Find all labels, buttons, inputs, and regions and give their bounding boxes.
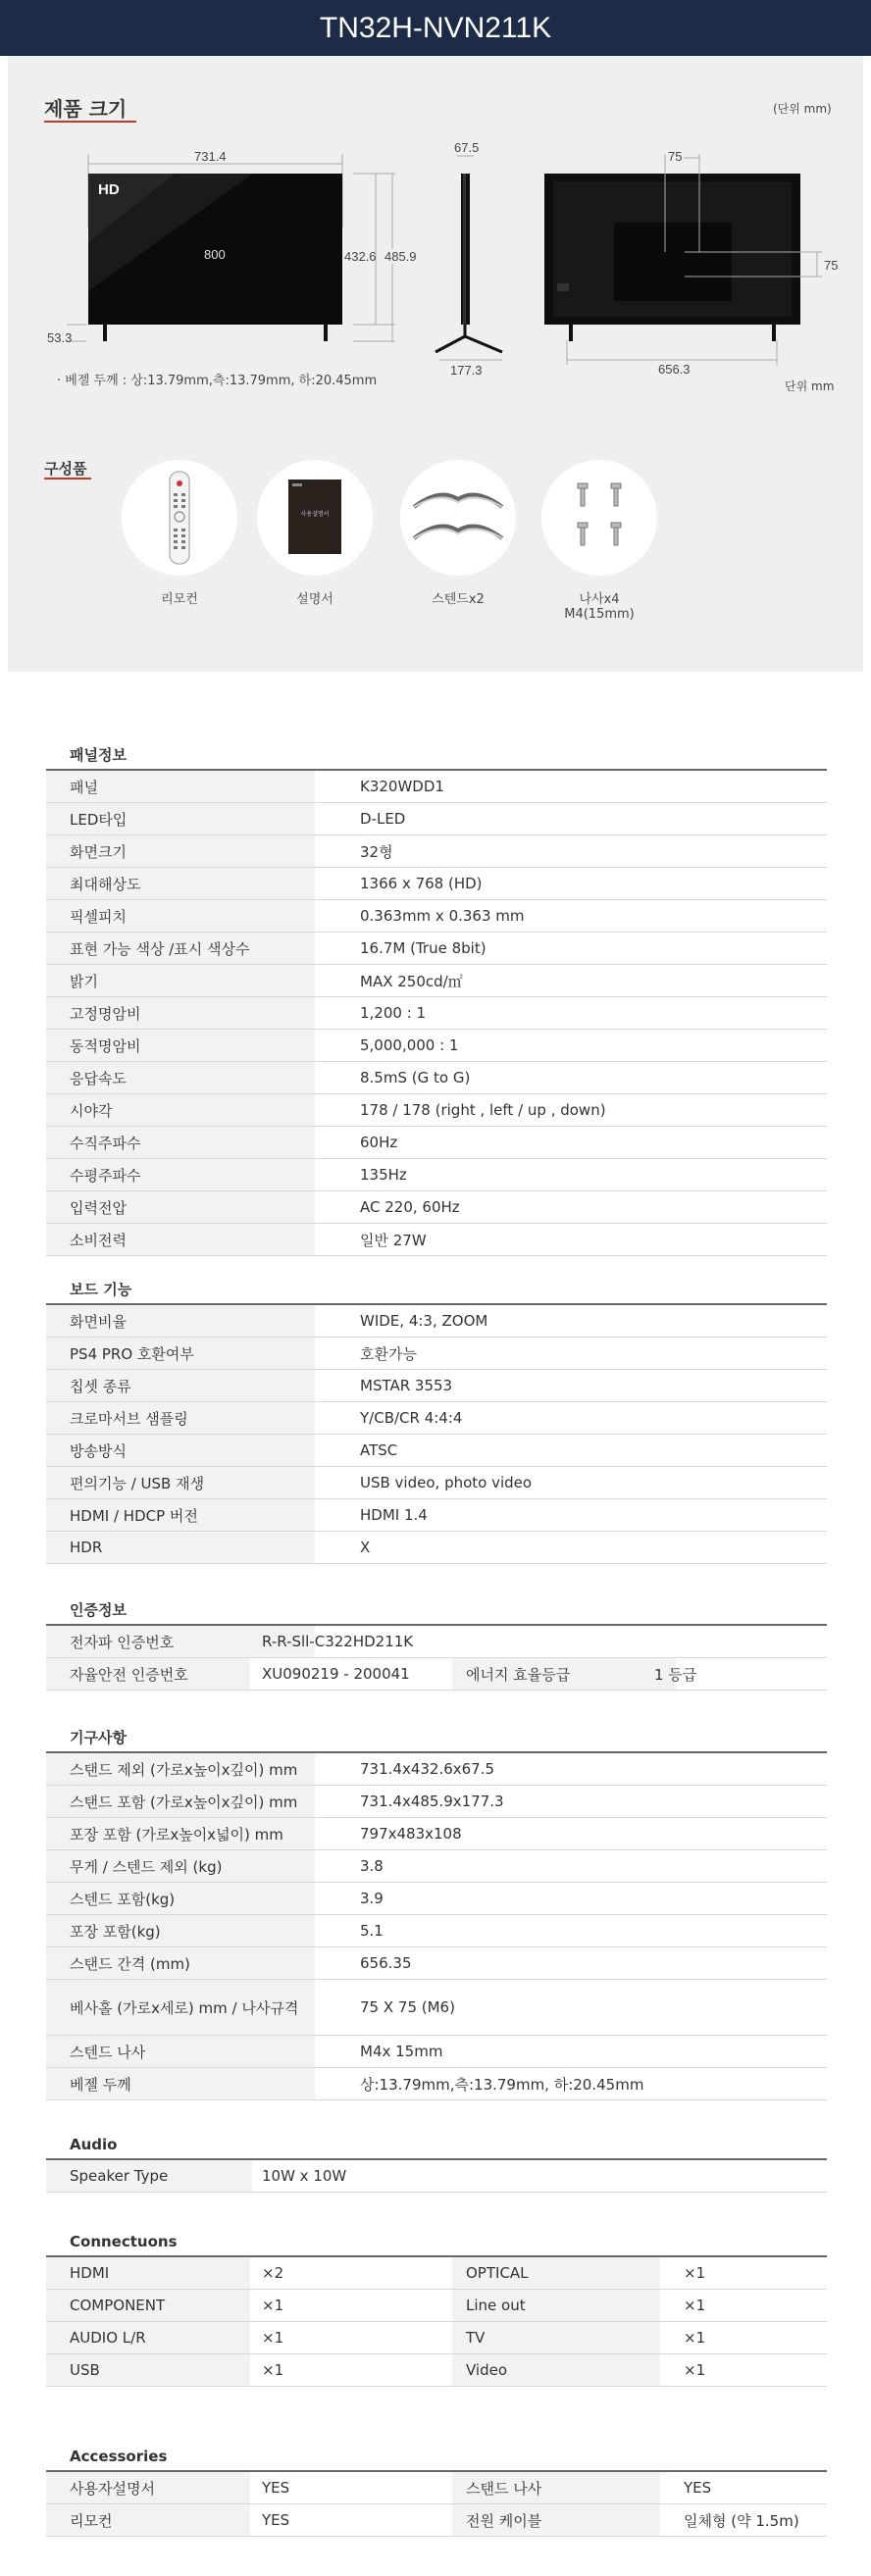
cert-info-title: 인증정보 [46, 1600, 827, 1626]
row-key: 스탠드 제외 (가로x높이x깊이) mm [46, 1753, 315, 1785]
row-key: 밝기 [46, 965, 315, 996]
row-key: 전원 케이블 [452, 2504, 660, 2536]
row-key: 수직주파수 [46, 1127, 315, 1158]
row-value: YES [262, 2511, 290, 2529]
bezel-note: · 베젤 두께 : 상:13.79mm,측:13.79mm, 하:20.45mm [57, 374, 378, 388]
row-value: 178 / 178 (right , left / up , down) [360, 1101, 606, 1119]
row-key: 고정명암비 [46, 997, 315, 1029]
row-value: YES [262, 2479, 290, 2497]
table-row [46, 1062, 827, 1094]
table-row [46, 1980, 827, 2036]
dim-leg-height: 53.3 [47, 330, 73, 345]
manual-icon [257, 460, 373, 576]
table-row [46, 1915, 827, 1947]
row-key: OPTICAL [452, 2257, 660, 2289]
row-key: 패널 [46, 771, 315, 802]
row-key: Speaker Type [46, 2160, 252, 2192]
row-value: 60Hz [360, 1134, 398, 1151]
row-key: 사용자설명서 [46, 2472, 250, 2503]
row-key: 시야각 [46, 1094, 315, 1126]
row-key: Line out [452, 2290, 660, 2321]
row-value: AC 220, 60Hz [360, 1198, 460, 1216]
row-value: K320WDD1 [360, 778, 444, 795]
row-value: ATSC [360, 1441, 398, 1459]
row-value: HDMI 1.4 [360, 1506, 428, 1524]
table-row [46, 2036, 827, 2068]
unit-label: (단위 mm) [773, 102, 832, 116]
table-row [46, 997, 827, 1030]
row-value: 상:13.79mm,측:13.79mm, 하:20.45mm [360, 2075, 644, 2094]
row-value: ×1 [262, 2361, 284, 2379]
stand-icon [400, 460, 516, 576]
row-key: HDMI / HDCP 버전 [46, 1499, 315, 1531]
dim-front-diagonal: 800 [204, 247, 226, 262]
connections-title: Connectuons [46, 2232, 827, 2257]
screw-icon [541, 460, 657, 576]
dim-vesa-v: 75 [824, 258, 839, 273]
table-row [46, 1191, 827, 1224]
row-value: XU090219 - 200041 [262, 1665, 410, 1683]
table-row [46, 2290, 827, 2322]
row-value: 656.35 [360, 1954, 412, 1972]
screw-label: 나사x4 [579, 592, 620, 607]
row-key: 픽셀피치 [46, 900, 315, 932]
audio-title: Audio [46, 2135, 827, 2160]
table-row [46, 2354, 827, 2387]
row-key: 최대해상도 [46, 868, 315, 899]
row-key: 동적명암비 [46, 1030, 315, 1061]
dim-stand-spacing: 656.3 [655, 362, 693, 377]
row-key: 스탠드 포함 (가로x높이x깊이) mm [46, 1786, 315, 1817]
row-value: ×1 [684, 2329, 706, 2347]
row-key: 포장 포함 (가로x높이x넓이) mm [46, 1818, 315, 1849]
mech-info-table [46, 1728, 827, 2100]
table-row [46, 1094, 827, 1127]
row-value: 135Hz [360, 1166, 407, 1184]
remote-item [122, 460, 237, 576]
accessories-title: Accessories [46, 2447, 827, 2472]
row-value: 5,000,000 : 1 [360, 1036, 459, 1054]
row-value: 731.4x485.9x177.3 [360, 1793, 504, 1810]
table-row [46, 1499, 827, 1532]
title-underline [44, 121, 136, 123]
row-key: Video [452, 2354, 660, 2386]
row-key: 화면비율 [46, 1305, 315, 1337]
dim-screen-height: 432.6 [344, 249, 377, 264]
row-value: MSTAR 3553 [360, 1377, 453, 1394]
row-value: 797x483x108 [360, 1825, 462, 1843]
dimension-drawings [8, 134, 863, 448]
row-value: 5.1 [360, 1922, 384, 1940]
dim-vesa-h: 75 [668, 149, 683, 164]
table-row [46, 1786, 827, 1818]
table-row [46, 1658, 827, 1691]
row-key: 크로마서브 샘플링 [46, 1402, 315, 1434]
table-row [46, 1850, 827, 1883]
table-row [46, 1370, 827, 1402]
row-value: ×2 [262, 2264, 284, 2282]
table-row [46, 771, 827, 803]
remote-icon [122, 460, 237, 576]
table-row [46, 965, 827, 997]
row-value: ×1 [684, 2297, 706, 2314]
row-key: COMPONENT [46, 2290, 250, 2321]
row-key: HDMI [46, 2257, 250, 2289]
row-key: 스텐드 나사 [46, 2036, 315, 2067]
table-row [46, 1338, 827, 1370]
row-value: 일체형 (약 1.5m) [684, 2511, 799, 2530]
table-row [46, 2504, 827, 2537]
panel-info-table [46, 745, 827, 1256]
table-row [46, 2322, 827, 2354]
row-key: LED타입 [46, 803, 315, 834]
table-row [46, 2472, 827, 2504]
cert-info-table [46, 1600, 827, 1691]
row-value: M4x 15mm [360, 2043, 443, 2060]
manual-label: 설명서 [296, 592, 333, 607]
accessories-table [46, 2447, 827, 2537]
table-row [46, 1224, 827, 1256]
row-value: 호환가능 [360, 1344, 417, 1363]
audio-table [46, 2135, 827, 2193]
row-value: 0.363mm x 0.363 mm [360, 907, 525, 925]
table-row [46, 900, 827, 933]
components-underline [44, 478, 91, 480]
row-value: D-LED [360, 810, 406, 828]
table-row [46, 868, 827, 900]
row-value: YES [684, 2479, 712, 2497]
dim-front-width: 731.4 [194, 149, 227, 164]
row-key: 방송방식 [46, 1435, 315, 1466]
row-value: X [360, 1539, 371, 1556]
row-value: R-R-Sll-C322HD211K [262, 1633, 414, 1650]
row-key: 포장 포함(kg) [46, 1915, 315, 1946]
row-key: 에너지 효율등급 [452, 1658, 676, 1690]
row-value: Y/CB/CR 4:4:4 [360, 1409, 463, 1427]
row-value: ×1 [262, 2329, 284, 2347]
screw-sub-label: M4(15mm) [564, 607, 635, 622]
row-key: 스탠드 간격 (mm) [46, 1947, 315, 1979]
row-key: 무게 / 스텐드 제외 (kg) [46, 1850, 315, 1882]
manual-item [257, 460, 373, 576]
row-value: 10W x 10W [262, 2167, 347, 2185]
stand-label: 스텐드x2 [432, 592, 485, 607]
row-value: 1,200 : 1 [360, 1004, 427, 1022]
row-key: AUDIO L/R [46, 2322, 250, 2353]
row-key: 표현 가능 색상 /표시 색상수 [46, 933, 315, 964]
dim-stand-depth: 177.3 [447, 363, 486, 378]
table-row [46, 1626, 827, 1658]
row-key: 소비전력 [46, 1224, 315, 1255]
row-value: 1 등급 [654, 1665, 697, 1684]
table-row [46, 1435, 827, 1467]
board-info-title: 보드 기능 [46, 1280, 827, 1305]
row-value: 731.4x432.6x67.5 [360, 1760, 495, 1778]
row-key: 베사홀 (가로x세로) mm / 나사규격 [46, 1980, 315, 2035]
row-value: MAX 250cd/㎡ [360, 972, 463, 990]
row-value: USB video, photo video [360, 1474, 533, 1491]
row-key: 응답속도 [46, 1062, 315, 1093]
table-row [46, 1030, 827, 1062]
unit-label-2: 단위 mm [785, 379, 835, 393]
table-row [46, 1159, 827, 1191]
size-section-title: 제품 크기 [44, 97, 128, 121]
row-key: 베젤 두께 [46, 2068, 315, 2099]
row-key: TV [452, 2322, 660, 2353]
table-row [46, 1127, 827, 1159]
components-title: 구성품 [44, 460, 87, 478]
table-row [46, 1532, 827, 1564]
table-row [46, 1818, 827, 1850]
row-key: 수평주파수 [46, 1159, 315, 1190]
row-key: 스탠드 나사 [452, 2472, 660, 2503]
row-value: 3.9 [360, 1890, 384, 1907]
page-title: TN32H-NVN211K [0, 0, 871, 56]
row-key: 스텐드 포함(kg) [46, 1883, 315, 1914]
row-key: PS4 PRO 호환여부 [46, 1338, 315, 1369]
dim-total-height: 485.9 [384, 249, 417, 264]
row-key: 칩셋 종류 [46, 1370, 315, 1401]
table-row [46, 803, 827, 835]
table-row [46, 1467, 827, 1499]
row-key: 화면크기 [46, 835, 315, 867]
dim-side-depth: 67.5 [454, 140, 480, 155]
row-value: ×1 [262, 2297, 284, 2314]
row-key: 리모컨 [46, 2504, 250, 2536]
connections-table [46, 2232, 827, 2387]
panel-info-title: 패널정보 [46, 745, 827, 771]
row-value: 8.5mS (G to G) [360, 1069, 471, 1086]
hd-badge: HD [98, 181, 120, 198]
row-key: HDR [46, 1532, 315, 1563]
row-value: 16.7M (True 8bit) [360, 939, 487, 957]
table-row [46, 1883, 827, 1915]
manual-cover-text: 사용설명서 [300, 511, 330, 518]
table-row [46, 2068, 827, 2100]
table-row [46, 1402, 827, 1435]
row-key: USB [46, 2354, 250, 2386]
back-view-tv [544, 154, 822, 365]
table-row [46, 933, 827, 965]
row-value: 일반 27W [360, 1231, 427, 1249]
row-value: WIDE, 4:3, ZOOM [360, 1312, 488, 1330]
row-value: 75 X 75 (M6) [360, 1998, 455, 2016]
side-view-tv [436, 156, 502, 360]
board-info-table [46, 1280, 827, 1564]
table-row [46, 2160, 827, 2193]
row-value: 32형 [360, 842, 393, 861]
row-key: 자율안전 인증번호 [46, 1658, 250, 1690]
remote-label: 리모컨 [161, 592, 198, 607]
table-row [46, 1947, 827, 1980]
table-row [46, 1753, 827, 1786]
row-key: 편의기능 / USB 재생 [46, 1467, 315, 1498]
table-row [46, 835, 827, 868]
stand-item [400, 460, 516, 576]
table-row [46, 2257, 827, 2290]
product-size-section [8, 56, 863, 672]
row-value: 3.8 [360, 1857, 384, 1875]
mech-info-title: 기구사항 [46, 1728, 827, 1753]
row-value: 1366 x 768 (HD) [360, 875, 483, 892]
table-row [46, 1305, 827, 1338]
row-value: ×1 [684, 2361, 706, 2379]
screw-item [541, 460, 657, 576]
row-key: 전자파 인증번호 [46, 1626, 315, 1657]
row-value: ×1 [684, 2264, 706, 2282]
row-key: 입력전압 [46, 1191, 315, 1223]
